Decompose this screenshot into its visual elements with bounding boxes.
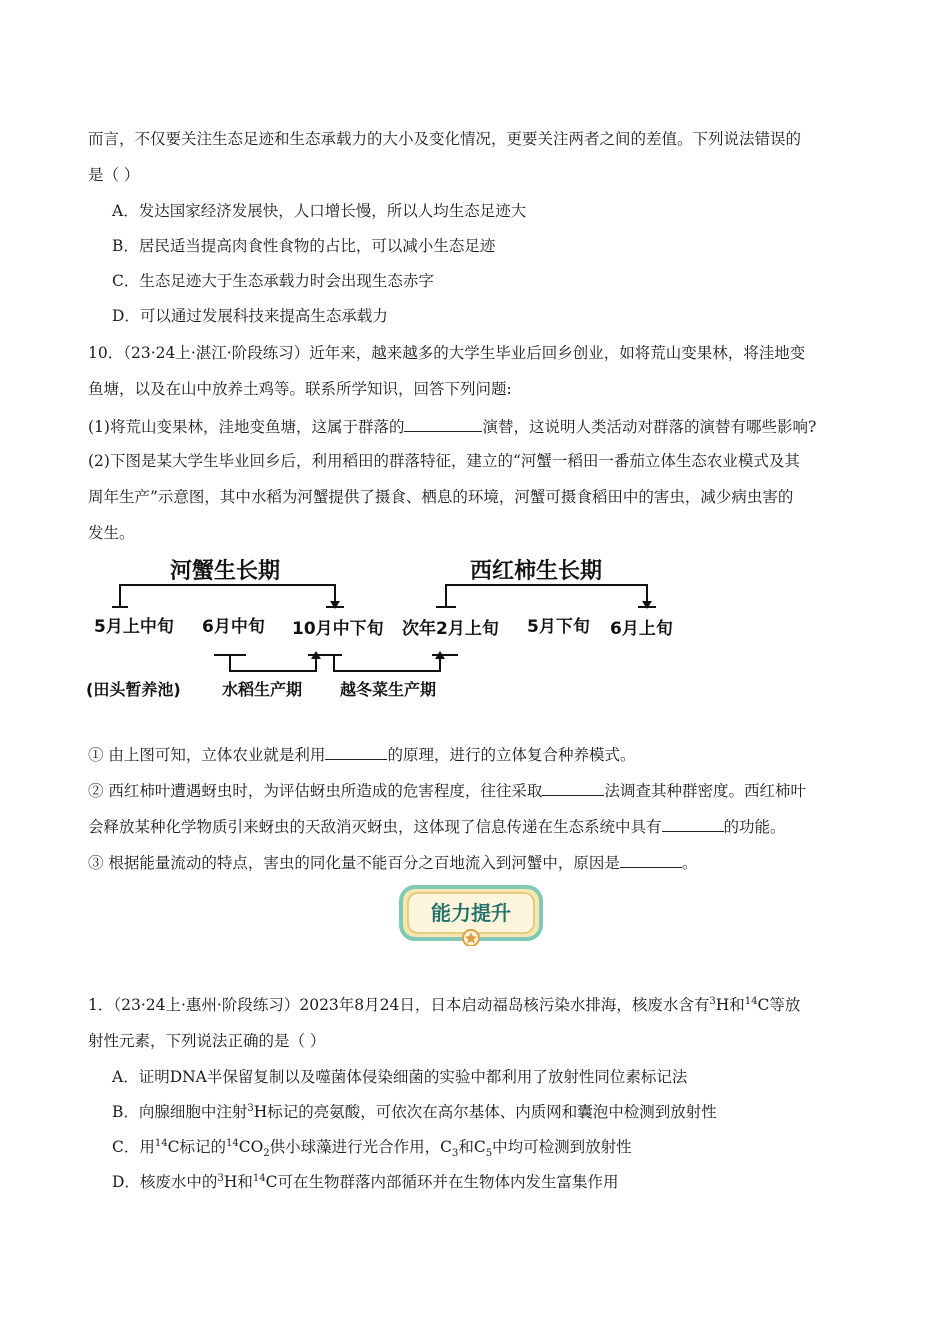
q10-sub3-text-b: 。	[681, 854, 698, 872]
superscript: 14	[154, 1137, 168, 1149]
element-symbol: C	[757, 996, 770, 1014]
answer-blank[interactable]	[325, 743, 387, 760]
time-label: 5月下旬	[527, 617, 590, 637]
option-text: B．向腺细胞中注射	[112, 1103, 248, 1121]
q10-part2-line3: 发生。	[88, 524, 135, 542]
option-text: D．核废水中的	[112, 1173, 218, 1191]
q9-stem-line1: 而言，不仅要关注生态足迹和生态承载力的大小及变化情况，更要关注两者之间的差值。下列说法错误的	[88, 130, 802, 148]
q9-option-d[interactable]: D．可以通过发展科技来提高生态承载力	[112, 307, 388, 325]
q1-stem-line1	[88, 995, 800, 1015]
q10-part2-line1: (2)下图是某大学生毕业回乡后，利用稻田的群落特征，建立的“河蟹一稻田一番茄立体生态农业模式及其	[88, 452, 800, 470]
time-label: 次年2月上旬	[402, 619, 499, 639]
time-label: 5月上中旬	[94, 617, 174, 637]
q10-stem-line2: 鱼塘，以及在山中放养土鸡等。联系所学知识，回答下列问题:	[88, 380, 512, 398]
winter-veg-period-bracket	[334, 655, 440, 671]
superscript: 3	[217, 1172, 224, 1184]
q9-stem-line2: 是（ ）	[88, 166, 140, 184]
time-label: 6月中旬	[202, 617, 265, 637]
option-text: 中均可检测到放射性	[492, 1138, 632, 1156]
superscript: 14	[744, 995, 758, 1007]
option-text: CO	[238, 1138, 264, 1156]
q9-option-a[interactable]: A．发达国家经济发展快，人口增长慢，所以人均生态足迹大	[112, 202, 527, 220]
crab-period-bracket	[120, 585, 335, 607]
q10-sub2-text-d: 的功能。	[723, 818, 786, 836]
q9-option-b[interactable]: B．居民适当提高肉食性食物的占比，可以减小生态足迹	[112, 237, 496, 255]
q1-stem-text: 等放	[769, 996, 801, 1014]
option-text: H和	[223, 1173, 253, 1191]
superscript: 3	[247, 1102, 254, 1114]
winter-veg-period-label: 越冬菜生产期	[340, 680, 437, 699]
superscript: 3	[709, 995, 716, 1007]
q1-option-c[interactable]	[112, 1137, 632, 1160]
q10-sub1-text-b: 的原理，进行的立体复合种养模式。	[387, 746, 636, 764]
badge-label: 能力提升	[431, 901, 511, 925]
rice-period-label: 水稻生产期	[222, 680, 303, 699]
q10-sub2-text-c: 会释放某种化学物质引来蚜虫的天敌消灭蚜虫，这体现了信息传递在生态系统中具有	[88, 818, 662, 836]
q10-part1-text-b: 演替，这说明人类活动对群落的演替有哪些影响?	[482, 418, 817, 436]
q1-option-a[interactable]: A．证明DNA半保留复制以及噬菌体侵染细菌的实验中都利用了放射性同位素标记法	[112, 1068, 688, 1086]
superscript: 14	[252, 1172, 266, 1184]
q10-sub2-line1	[88, 779, 806, 801]
q10-part1-text-a: (1)将荒山变果林，洼地变鱼塘，这属于群落的	[88, 418, 405, 436]
q1-option-d[interactable]	[112, 1172, 618, 1192]
q1-stem-text: 1．（23·24上·惠州·阶段练习）2023年8月24日，日本启动福岛核污染水排海，核废水含有	[88, 996, 710, 1014]
q10-sub2-line2	[88, 815, 786, 837]
rice-period-bracket	[230, 655, 316, 671]
answer-blank[interactable]	[662, 815, 724, 832]
tomato-period-label: 西红柿生长期	[470, 559, 603, 584]
q10-sub2-text-a: ② 西红柿叶遭遇蚜虫时，为评估蚜虫所造成的危害程度，往往采取	[88, 782, 543, 800]
q10-part1	[88, 415, 816, 437]
crab-period-label: 河蟹生长期	[170, 559, 281, 584]
q10-sub1-text-a: ① 由上图可知，立体农业就是利用	[88, 746, 326, 764]
answer-blank[interactable]	[404, 415, 482, 432]
time-label: 10月中下旬	[292, 619, 384, 639]
subscript: 5	[485, 1148, 493, 1160]
q1-option-b[interactable]	[112, 1102, 717, 1122]
tomato-period-bracket	[446, 585, 647, 607]
conjunction: 和	[729, 996, 745, 1014]
q1-stem-line2: 射性元素，下列说法正确的是（ ）	[88, 1032, 326, 1050]
element-symbol: H	[715, 996, 730, 1014]
option-text: C可在生物群落内部循环并在生物体内发生富集作用	[265, 1173, 619, 1191]
pond-label: (田头暂养池)	[86, 680, 181, 699]
q9-option-c[interactable]: C．生态足迹大于生态承载力时会出现生态赤字	[112, 272, 434, 290]
superscript: 14	[225, 1137, 239, 1149]
answer-blank[interactable]	[542, 779, 604, 796]
option-text: 供小球藻进行光合作用，C	[269, 1138, 453, 1156]
ability-boost-badge	[398, 884, 544, 946]
q10-sub3	[88, 851, 697, 873]
subscript: 3	[452, 1148, 459, 1160]
option-text: 和C	[458, 1138, 486, 1156]
option-text: C标记的	[167, 1138, 226, 1156]
q10-stem-line1: 10．（23·24上·湛江·阶段练习）近年来，越来越多的大学生毕业后回乡创业，如将荒山变果林，将洼地变	[88, 344, 806, 362]
q10-sub1	[88, 743, 635, 765]
option-text: C．用	[112, 1138, 155, 1156]
subscript: 2	[263, 1148, 270, 1160]
q10-sub3-text-a: ③ 根据能量流动的特点，害虫的同化量不能百分之百地流入到河蟹中，原因是	[88, 854, 620, 872]
option-text: H标记的亮氨酸，可依次在高尔基体、内质网和囊泡中检测到放射性	[253, 1103, 717, 1121]
q10-part2-line2: 周年生产”示意图，其中水稻为河蟹提供了摄食、栖息的环境，河蟹可摄食稻田中的害虫，减少病虫害的	[88, 488, 794, 506]
answer-blank[interactable]	[620, 851, 682, 868]
time-label: 6月上旬	[610, 619, 673, 639]
q10-sub2-text-b: 法调查其种群密度。西红柿叶	[604, 782, 806, 800]
production-timeline-diagram	[80, 545, 700, 705]
